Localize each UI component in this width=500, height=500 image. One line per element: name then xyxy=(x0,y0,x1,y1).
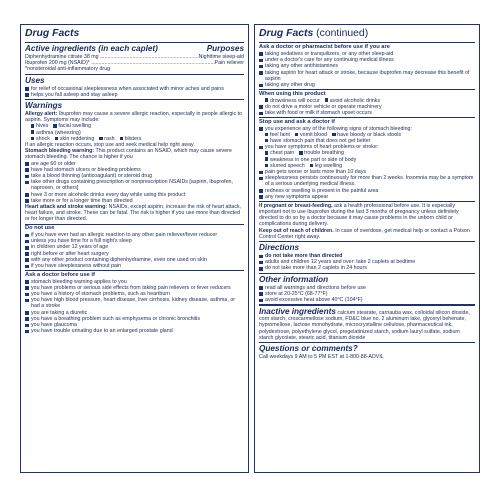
keep-text: In case of overdose, get medical help or contact a Poison Control Center right away. xyxy=(259,227,470,240)
symptom-item: blisters xyxy=(120,136,142,142)
ask-pharmacist-item: taking any other antihistamines xyxy=(259,63,475,69)
risk-item: take a blood thinning (anticoagulant) or steroid drug xyxy=(25,173,244,179)
heart-sign: chest pain xyxy=(265,150,294,156)
stop-use-item: sleeplessness persists continuously for more than 2 weeks. Insomnia may be a symptom of a serious underlying medical illness. xyxy=(259,175,475,187)
symptom-item: skin reddening xyxy=(55,136,94,142)
questions-header: Questions or comments? xyxy=(259,344,358,354)
symptom-item: asthma (wheezing) xyxy=(31,130,81,136)
stop-use-item: any new symptoms appear xyxy=(259,194,475,200)
allergy-alert-lead: Allergy alert: xyxy=(25,110,58,117)
panel-title xyxy=(259,28,475,40)
stomach-warning-lead: Stomach bleeding warning: xyxy=(25,148,95,155)
panel-title: Drug Facts xyxy=(25,28,80,39)
nsaid-footnote: *nonsteroidal anti-inflammatory drug xyxy=(25,66,111,73)
other-info-item: store at 20-25°C (68-77°F) xyxy=(259,291,475,297)
allergy-alert-text: Ibuprofen may cause a severe allergic reaction, especially in people allergic to aspirin. Symptoms may include: xyxy=(25,110,243,124)
stop-use-list xyxy=(259,169,475,200)
ask-doctor-item: you have trouble urinating due to an enlarged prostate gland xyxy=(25,328,244,334)
symptom-item: shock xyxy=(31,136,50,142)
ask-doctor-item: you have a breathing problem such as emphysema or chronic bronchitis xyxy=(25,316,244,322)
allergy-alert xyxy=(25,111,244,123)
when-using-item: take with food or milk if stomach upset occurs xyxy=(259,110,475,116)
active-ingredients-header: Active ingredients (in each caplet) xyxy=(25,44,158,54)
other-info-header: Other information xyxy=(259,275,329,285)
when-using-item: do not drive a motor vehicle or operate machinery xyxy=(259,104,475,110)
panel-title-text: Drug Facts xyxy=(259,28,314,39)
other-info-list xyxy=(259,285,475,304)
questions-text: Call weekdays 9 AM to 5 PM EST at 1-800-88-ADVIL xyxy=(259,354,384,361)
heart-sign: slurred speech xyxy=(265,163,305,169)
ask-pharmacist-header: Ask a doctor or pharmacist before use if you are xyxy=(259,44,390,51)
stomach-warning-text: This product contains an NSAID, which may cause severe stomach bleeding. The chance is higher if you xyxy=(25,148,232,161)
ask-pharmacist-item: taking sedatives or tranquilizers, or any other sleep-aid xyxy=(259,51,475,57)
directions-list xyxy=(259,253,475,272)
when-using-item: avoid alcoholic drinks xyxy=(325,98,380,104)
when-using-item: drowsiness will occur xyxy=(265,98,320,104)
do-not-use-item: with any other product containing diphenhydramine, even one used on skin xyxy=(25,257,244,263)
uses-list xyxy=(25,86,244,98)
ask-doctor-header: Ask a doctor before use if xyxy=(25,272,95,279)
ask-doctor-item: you have glaucoma xyxy=(25,322,244,328)
directions-header: Directions xyxy=(259,243,300,253)
ingredient-purpose: Nighttime sleep-aid xyxy=(198,53,244,60)
section-divider xyxy=(259,241,475,242)
direction-item: do not take more than directed xyxy=(259,253,475,259)
ask-pharmacist-item: taking aspirin for heart attack or stroke, because ibuprofen may decrease this benefit of aspirin xyxy=(259,70,475,82)
do-not-use-item: if you have ever had an allergic reaction to any other pain reliever/fever reducer xyxy=(25,232,244,238)
other-info-item: avoid excessive heat above 40°C (104°F) xyxy=(259,297,475,303)
direction-item: do not take more than 2 caplets in 24 hours xyxy=(259,265,475,271)
uses-header: Uses xyxy=(25,75,45,85)
stop-use-item: redness or swelling is present in the painful area xyxy=(259,188,475,194)
do-not-use-item: in children under 12 years of age xyxy=(25,244,244,250)
ingredient-name: Ibuprofen 200 mg (NSAID)* ..... xyxy=(25,60,215,66)
ask-doctor-item: you have problems or serious side effects from taking pain relievers or fever reducers xyxy=(25,285,244,291)
stop-use-item: pain gets worse or lasts more than 10 days xyxy=(259,169,475,175)
section-divider xyxy=(25,99,244,100)
ask-pharmacist-list xyxy=(259,51,475,88)
ask-pharmacist-item: taking any other drug xyxy=(259,82,475,88)
when-using-list xyxy=(259,104,475,116)
pregnancy-lead: If pregnant or breast-feeding, xyxy=(259,202,333,209)
section-divider xyxy=(259,117,475,118)
keep-lead: Keep out of reach of children. xyxy=(259,227,334,234)
ingredient-name: Diphenhydramine citrate 38 mg ..... xyxy=(25,54,199,60)
risk-item: have had stomach ulcers or bleeding problems xyxy=(25,167,244,173)
section-divider xyxy=(259,273,475,274)
stomach-risk-list xyxy=(25,161,244,204)
inactive-ingredients xyxy=(259,307,475,341)
bleeding-sign: vomit blood xyxy=(295,132,327,138)
risk-item: take other drugs containing prescription or nonprescription NSAIDs [aspirin, ibuprofen, naproxen, or others] xyxy=(25,179,244,191)
do-not-use-item: unless you have time for a full night's sleep xyxy=(25,238,244,244)
inactive-text: calcium stearate, carnauba wax, colloidal silicon dioxide, corn starch, croscarmellose sodium, FD&C blue no. 2 aluminum lake, glyceryl behenate, hypromellose, lactose monohydrate, microcrystalline cellulose, pharmaceutical ink, polydextrose, polyethylene glycol, pregelatinized starch, sodium lauryl sulfate, sodium starch glycolate, stearic acid, titanium dioxide xyxy=(259,309,470,341)
inactive-header: Inactive ingredients xyxy=(259,306,336,316)
ingredients-list xyxy=(25,54,244,66)
allergy-after: If an allergic reaction occurs, stop use and seek medical help right away. xyxy=(25,141,195,148)
symptom-item: rash xyxy=(99,136,114,142)
bleeding-sign: have bloody or black stools xyxy=(332,132,401,138)
stop-heart: you have symptoms of heart problems or stroke: xyxy=(259,144,475,150)
pregnancy-warning xyxy=(259,203,475,228)
symptom-item: hives xyxy=(31,123,48,129)
section-divider xyxy=(259,42,475,43)
risk-item: have 3 or more alcoholic drinks every day while using this product xyxy=(25,192,244,198)
ask-doctor-item: you have high blood pressure, heart disease, liver cirrhosis, kidney disease, asthma, or had a stroke xyxy=(25,297,244,309)
symptom-item: facial swelling xyxy=(53,123,91,129)
use-item: helps you fall asleep and stay asleep xyxy=(25,92,244,98)
bleeding-sign: feel faint xyxy=(265,132,290,138)
ask-doctor-item: stomach bleeding warning applies to you xyxy=(25,279,244,285)
stomach-warning xyxy=(25,148,244,160)
do-not-use-list xyxy=(25,232,244,269)
heart-warning-text: NSAIDs, except aspirin, increase the risk of heart attack, heart failure, and stroke. These can be fatal. The risk is higher if you use more than directed or for longer than directed. xyxy=(25,204,242,223)
stop-use-header: Stop use and ask a doctor if xyxy=(259,119,335,125)
do-not-use-item: right before or after heart surgery xyxy=(25,251,244,257)
ingredient-purpose: Pain reliever xyxy=(214,60,244,67)
section-divider xyxy=(259,342,475,343)
risk-item: take more or for a longer time than directed xyxy=(25,198,244,204)
heart-sign: weakness in one part or side of body xyxy=(265,157,356,163)
purposes-header: Purposes xyxy=(206,44,244,54)
direction-item: adults and children 12 years and over: take 2 caplets at bedtime xyxy=(259,259,475,265)
use-item: for relief of occasional sleeplessness when associated with minor aches and pains xyxy=(25,86,244,92)
ask-pharmacist-item: under a doctor's care for any continuing medical illness xyxy=(259,57,475,63)
warnings-header: Warnings xyxy=(25,101,63,111)
heart-sign: leg swelling xyxy=(310,163,342,169)
pregnancy-text: ask a health professional before use. It is especially important not to use ibuprofen during the last 3 months of pregnancy unless definitely directed to do so by a doctor because it may cause problems in the unborn child or complications during delivery. xyxy=(259,202,459,228)
other-info-item: read all warnings and directions before use xyxy=(259,285,475,291)
section-divider xyxy=(259,89,475,90)
drug-facts-panel-left xyxy=(20,24,249,473)
ask-doctor-list xyxy=(25,279,244,335)
heart-warning xyxy=(25,204,244,223)
section-divider xyxy=(25,270,244,271)
heart-warning-lead: Heart attack and stroke warning: xyxy=(25,204,108,211)
keep-out-of-reach xyxy=(259,228,475,240)
do-not-use-item: if you have sleeplessness without pain xyxy=(25,263,244,269)
panel-title-continued: (continued) xyxy=(313,28,369,39)
ask-doctor-item: you have a history of stomach problems, such as heartburn xyxy=(25,291,244,297)
do-not-use-header: Do not use xyxy=(25,225,55,232)
section-divider xyxy=(259,304,475,305)
section-divider xyxy=(25,224,244,225)
stop-intro: you experience any of the following signs of stomach bleeding: xyxy=(259,126,475,132)
section-divider xyxy=(25,42,244,43)
section-divider xyxy=(25,74,244,75)
when-using-header: When using this product xyxy=(259,91,326,97)
ask-doctor-item: you are taking a diuretic xyxy=(25,310,244,316)
risk-item: are age 60 or older xyxy=(25,161,244,167)
drug-facts-panel-right xyxy=(254,24,480,473)
bleeding-sign: have stomach pain that does not get better xyxy=(265,138,370,144)
section-divider xyxy=(259,201,475,202)
heart-sign: trouble breathing xyxy=(299,150,344,156)
